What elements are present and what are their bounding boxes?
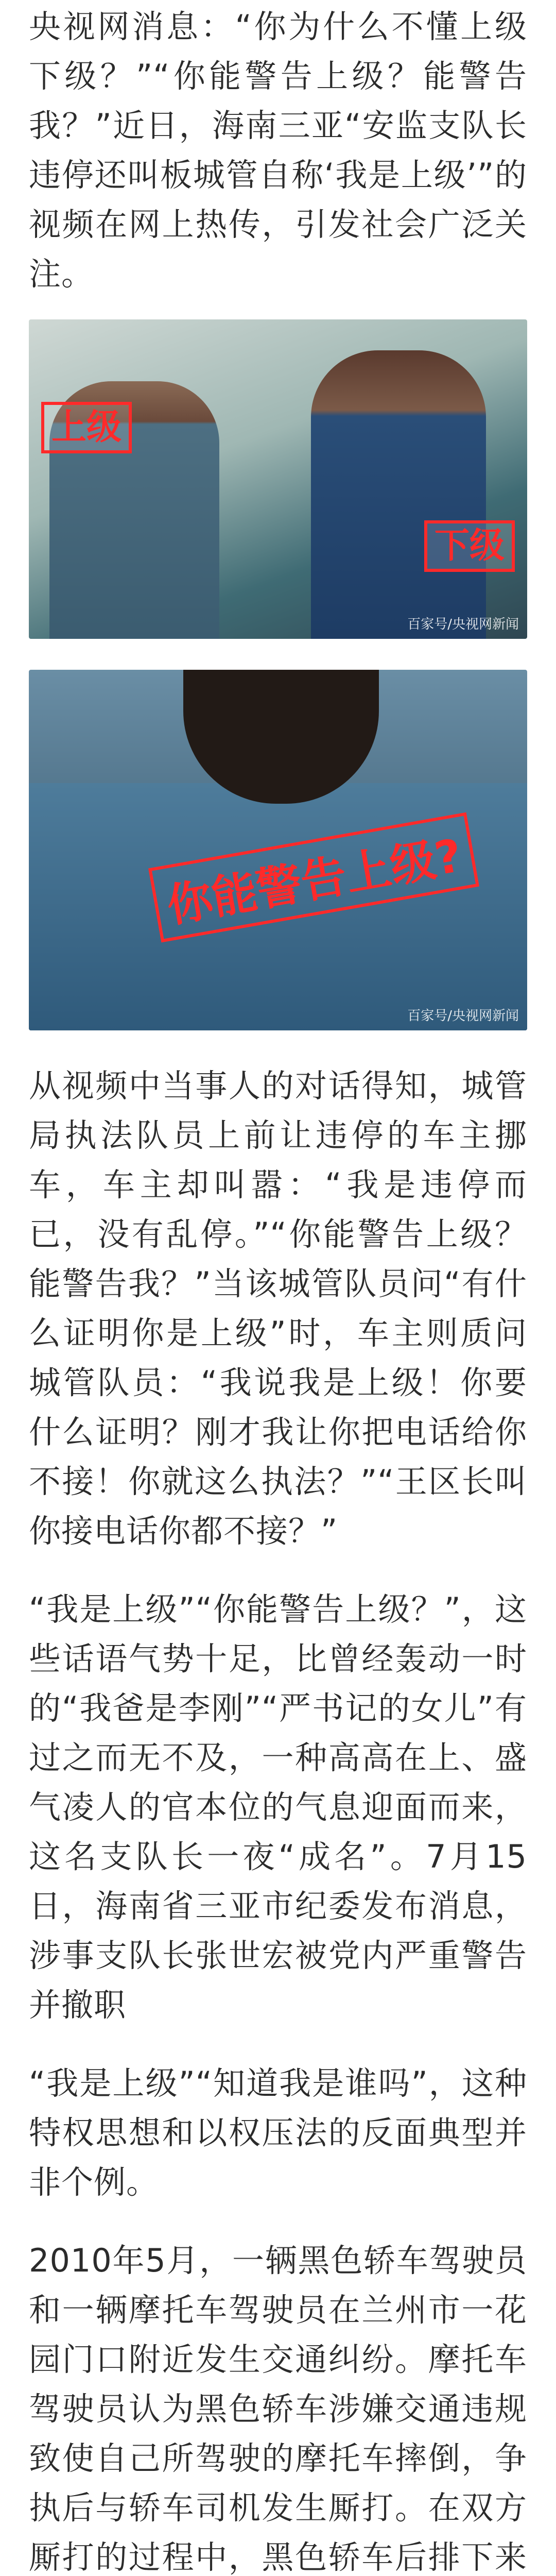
paragraph: “我是上级”“你能警告上级？”，这些话语气势十足，比曾经轰动一时的“我爸是李刚”“严书记的女儿”有过之而无不及，一种高高在上、盛气凌人的官本位的气息迎面而来，这名支队长一夜“成名”。7月15日，海南省三亚市纪委发布消息，涉事支队长张世宏被党内严重警告并撤职	[29, 1590, 527, 2024]
photo-watermark: 百家号/央视网新闻	[407, 617, 519, 632]
paragraph: 从视频中当事人的对话得知，城管局执法队员上前让违停的车主挪车，车主却叫嚣：“我是违停而已，没有乱停。”“你能警告上级？能警告我？”当该城管队员问“有什么证明你是上级”时，车主则质问城管队员：“我说我是上级！你要什么证明？刚才我让你把电话给你不接！你就这么执法？”“王区长叫你接电话你都不接？”	[29, 1067, 527, 1550]
photo-watermark: 百家号/央视网新闻	[407, 1008, 519, 1024]
news-photo-confrontation	[29, 319, 527, 639]
paragraph: 2010年5月，一辆黑色轿车驾驶员和一辆摩托车驾驶员在兰州市一花园门口附近发生交通纠纷。摩托车驾驶员认为黑色轿车涉嫌交通违规致使自己所驾驶的摩托车摔倒，争执后与轿车司机发生厮打。在双方厮打的过程中，黑色轿车后排下来	[29, 2242, 527, 2576]
photo-caption: 你能警告上级?	[148, 812, 479, 943]
photo-person-driver	[311, 350, 486, 639]
paragraph: “我是上级”“知道我是谁吗”，这种特权思想和以权压法的反面典型并非个例。	[29, 2064, 527, 2201]
intro-paragraph: 央视网消息：“你为什么不懂上级下级？”“你能警告上级？能警告我？”近日，海南三亚“安监支队长违停还叫板城管自称‘我是上级’”的视频在网上热传，引发社会广泛关注。	[29, 8, 527, 293]
news-photo-closeup	[29, 670, 527, 1030]
label-upper: 上级	[41, 402, 132, 453]
label-lower: 下级	[424, 520, 515, 572]
